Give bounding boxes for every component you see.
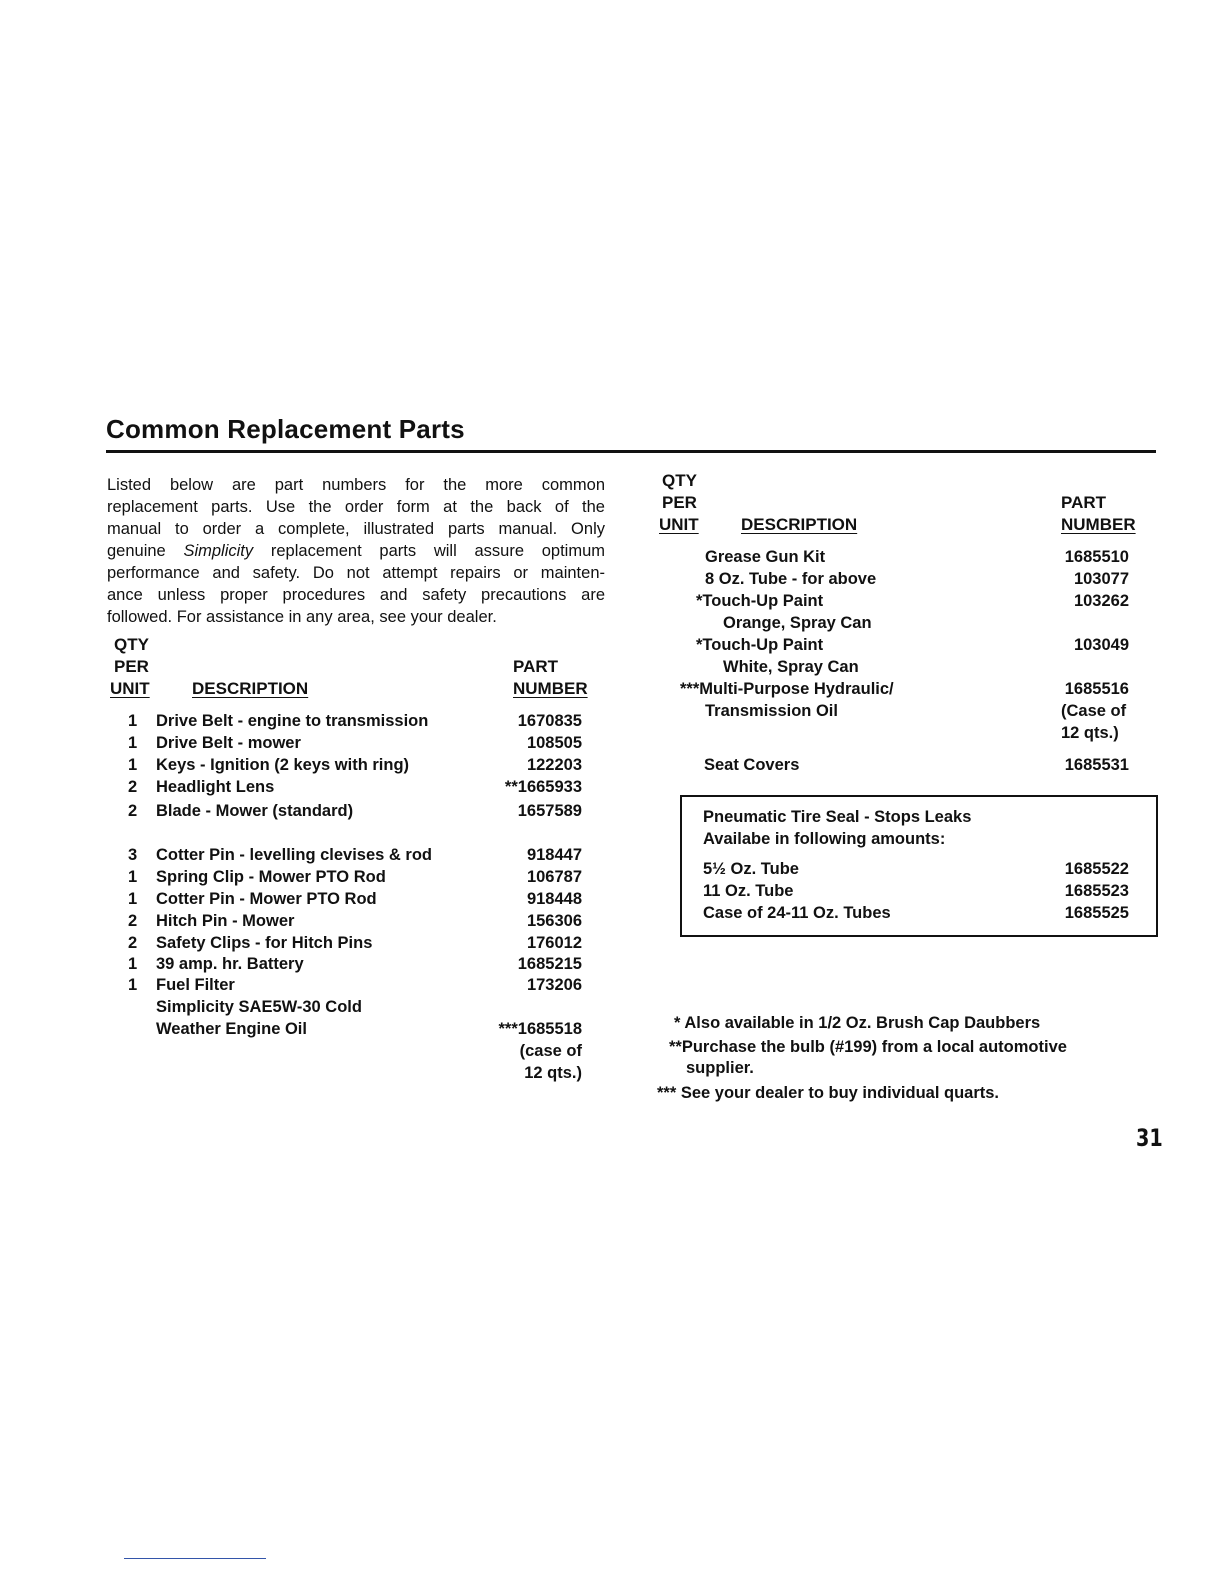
- row-part: 1685516: [1064, 680, 1129, 698]
- row-desc: Transmission Oil: [705, 702, 838, 720]
- row-desc: Keys - Ignition (2 keys with ring): [156, 756, 410, 774]
- row-qty: 1: [128, 712, 138, 730]
- row-qty: 1: [128, 890, 138, 908]
- tire-seal-subtitle: Availabe in following amounts:: [703, 830, 946, 848]
- row-part: 1685510: [1064, 548, 1129, 566]
- row-part-note: (Case of: [1061, 702, 1127, 720]
- header-unit: UNIT: [659, 515, 699, 534]
- header-number: NUMBER: [513, 679, 588, 698]
- tire-seal-title: Pneumatic Tire Seal - Stops Leaks: [703, 808, 972, 826]
- row-desc: Blade - Mower (standard): [156, 802, 354, 820]
- header-part: PART: [1061, 493, 1107, 512]
- header-qty: QTY: [114, 635, 149, 654]
- brand-name: Simplicity: [183, 542, 254, 560]
- row-desc: 8 Oz. Tube - for above: [705, 570, 877, 588]
- page-title: Common Replacement Parts: [106, 414, 465, 444]
- row-part: 176012: [526, 934, 582, 952]
- row-desc: 5½ Oz. Tube: [703, 860, 799, 878]
- row-part: ***1685518: [498, 1020, 582, 1038]
- row-part: 1670835: [517, 712, 582, 730]
- row-desc: Case of 24-11 Oz. Tubes: [703, 904, 891, 922]
- row-desc: Weather Engine Oil: [156, 1020, 307, 1038]
- row-part: 103077: [1073, 570, 1129, 588]
- row-desc: White, Spray Can: [723, 658, 859, 676]
- row-part: 1685525: [1064, 904, 1129, 922]
- row-qty: 2: [128, 934, 138, 952]
- row-desc: *Touch-Up Paint: [696, 592, 824, 610]
- row-qty: 1: [128, 756, 138, 774]
- row-part: 108505: [526, 734, 582, 752]
- row-part: 918447: [526, 846, 582, 864]
- row-desc: Orange, Spray Can: [723, 614, 872, 632]
- row-part: 1685531: [1064, 756, 1129, 774]
- header-description: DESCRIPTION: [192, 679, 309, 698]
- row-desc: Fuel Filter: [156, 976, 235, 994]
- intro-text: replacement parts will assure optimum: [253, 542, 606, 560]
- row-desc: ***Multi-Purpose Hydraulic/: [680, 680, 894, 698]
- row-desc: Grease Gun Kit: [705, 548, 826, 566]
- footnote: * Also available in 1/2 Oz. Brush Cap Daubbers: [674, 1014, 1041, 1032]
- row-part: 103262: [1073, 592, 1129, 610]
- row-part: 156306: [526, 912, 582, 930]
- header-number: NUMBER: [1061, 515, 1136, 534]
- row-part: 1685522: [1064, 860, 1129, 878]
- row-qty: 1: [128, 734, 138, 752]
- row-part: 103049: [1073, 636, 1129, 654]
- row-part-note: 12 qts.): [524, 1064, 582, 1082]
- intro-text: genuine: [107, 542, 184, 560]
- intro-line: Listed below are part numbers for the more common: [107, 476, 605, 494]
- row-desc: Seat Covers: [704, 756, 800, 774]
- row-qty: 2: [128, 802, 138, 820]
- footnote: supplier.: [686, 1059, 754, 1077]
- row-desc: *Touch-Up Paint: [696, 636, 824, 654]
- intro-line: [107, 540, 605, 562]
- row-desc: Headlight Lens: [156, 778, 275, 796]
- row-part: 1657589: [517, 802, 582, 820]
- intro-line: ance unless proper procedures and safety precautions are: [107, 586, 605, 604]
- footnote: *** See your dealer to buy individual quarts.: [657, 1084, 1000, 1102]
- footnote: **Purchase the bulb (#199) from a local automotive: [669, 1038, 1067, 1056]
- row-desc: Simplicity SAE5W-30 Cold: [156, 998, 362, 1016]
- title-rule: [106, 450, 1156, 453]
- row-desc: Drive Belt - mower: [156, 734, 301, 752]
- row-desc: Hitch Pin - Mower: [156, 912, 295, 930]
- intro-line: manual to order a complete, illustrated parts manual. Only: [107, 520, 605, 538]
- header-description: DESCRIPTION: [741, 515, 858, 534]
- row-desc: Safety Clips - for Hitch Pins: [156, 934, 373, 952]
- row-part: 122203: [526, 756, 582, 774]
- row-qty: 2: [128, 912, 138, 930]
- header-per: PER: [662, 493, 697, 512]
- row-part: 173206: [526, 976, 582, 994]
- intro-line: replacement parts. Use the order form at the back of the: [107, 498, 605, 516]
- row-part: **1665933: [504, 778, 582, 796]
- intro-paragraph: [107, 474, 605, 628]
- intro-line: followed. For assistance in any area, see your dealer.: [107, 608, 497, 626]
- row-desc: Drive Belt - engine to transmission: [156, 712, 429, 730]
- intro-line: performance and safety. Do not attempt repairs or mainten-: [107, 564, 605, 582]
- header-per: PER: [114, 657, 149, 676]
- row-qty: 1: [128, 976, 138, 994]
- header-unit: UNIT: [110, 679, 150, 698]
- row-qty: 1: [128, 868, 138, 886]
- row-part: 1685523: [1064, 882, 1129, 900]
- row-desc: Cotter Pin - levelling clevises & rod: [156, 846, 432, 864]
- row-desc: 11 Oz. Tube: [703, 882, 794, 900]
- row-part-note: 12 qts.): [1061, 724, 1119, 742]
- page-number: 31: [1136, 1124, 1163, 1152]
- row-desc: Spring Clip - Mower PTO Rod: [156, 868, 386, 886]
- row-part: 106787: [526, 868, 582, 886]
- bottom-line: [124, 1558, 266, 1559]
- row-part: 1685215: [517, 955, 582, 973]
- row-qty: 2: [128, 778, 138, 796]
- row-qty: 1: [128, 955, 138, 973]
- header-part: PART: [513, 657, 559, 676]
- header-qty: QTY: [662, 471, 697, 490]
- row-qty: 3: [128, 846, 138, 864]
- row-desc: Cotter Pin - Mower PTO Rod: [156, 890, 377, 908]
- row-desc: 39 amp. hr. Battery: [156, 955, 304, 973]
- row-part: 918448: [526, 890, 582, 908]
- row-part-note: (case of: [519, 1042, 582, 1060]
